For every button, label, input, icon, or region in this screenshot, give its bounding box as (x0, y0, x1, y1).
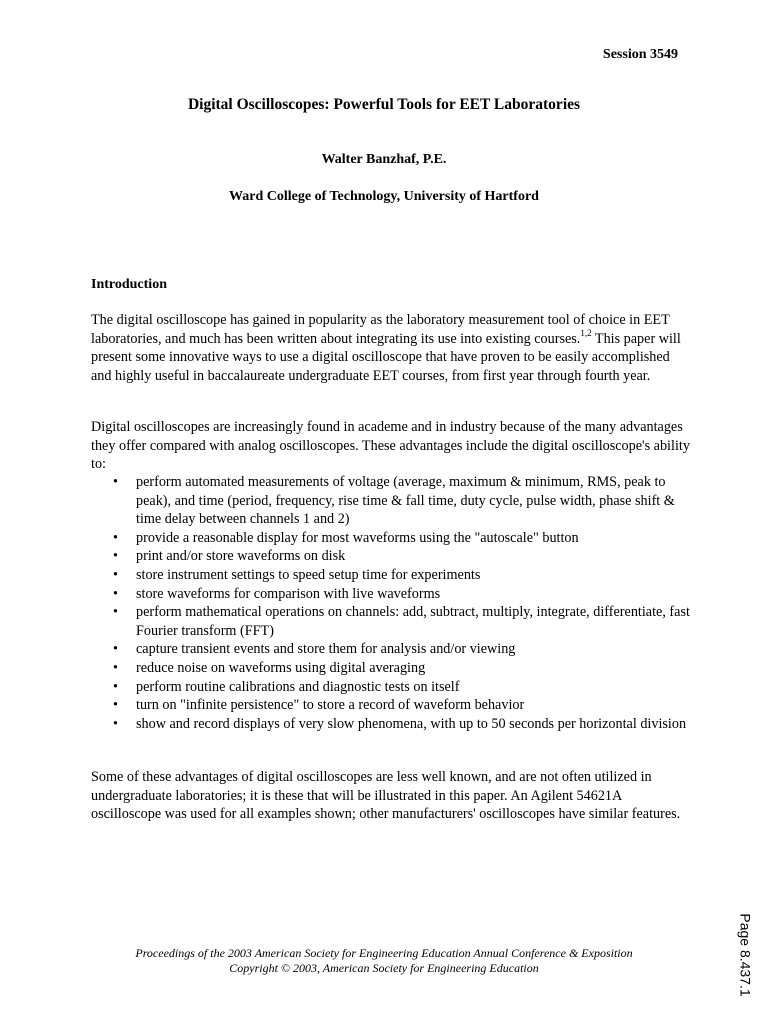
bullet-item (91, 473, 691, 529)
bullet-text: provide a reasonable display for most waveforms using the "autoscale" button (136, 529, 579, 546)
bullet-item (91, 696, 691, 715)
bullet-text: turn on "infinite persistence" to store a record of waveform behavior (136, 697, 525, 714)
bullet-text: perform routine calibrations and diagnostic tests on itself (136, 678, 460, 695)
proceedings-footer (0, 946, 768, 976)
bullet-text: reduce noise on waveforms using digital averaging (136, 659, 426, 676)
intro-paragraph-2: Digital oscilloscopes are increasingly found in academe and in industry because of the many advantages they offer compared with analog oscilloscopes. These advantages include the digital oscilloscope's ability to: (91, 419, 690, 473)
bullet-item (91, 640, 691, 659)
bullet-text: show and record displays of very slow phenomena, with up to 50 seconds per horizontal division (136, 715, 687, 732)
bullet-text: perform mathematical operations on channels: add, subtract, multiply, integrate, differentiate, fast Fourier transform (FFT) (136, 604, 690, 639)
bullet-item (91, 659, 691, 678)
bullet-icon: • (113, 697, 118, 714)
bullet-item (91, 529, 691, 548)
bullet-text: print and/or store waveforms on disk (136, 548, 346, 565)
bullet-icon: • (113, 474, 118, 490)
bullet-icon: • (113, 659, 118, 676)
bullet-icon: • (113, 715, 118, 732)
session-number: Session 3549 (602, 47, 678, 62)
bullet-icon: • (113, 529, 118, 546)
intro-paragraph-1 (91, 311, 691, 385)
bullet-text: store instrument settings to speed setup time for experiments (136, 566, 481, 583)
bullet-icon: • (113, 548, 118, 565)
bullet-icon: • (113, 604, 118, 621)
advantages-bullet-list (91, 473, 691, 733)
bullet-text: capture transient events and store them for analysis and/or viewing (136, 641, 516, 658)
bullet-item (91, 566, 691, 585)
bullet-text: perform automated measurements of voltage (average, maximum & minimum, RMS, peak to peak), and time (period, frequency, rise time & fall time, duty cycle, pulse width, phase shift & time delay between channels 1 and 2) (136, 474, 675, 528)
bullet-item (91, 678, 691, 697)
page-number: Page 8.437.1 (737, 913, 754, 997)
paragraph-text: The digital oscilloscope has gained in popularity as the laboratory measurement tool of choice in EET laboratories, and much has been written about integrating its use into existing courses. (91, 312, 670, 347)
paper-title: Digital Oscilloscopes: Powerful Tools for EET Laboratories (187, 96, 581, 113)
footer-proceedings-line: Proceedings of the 2003 American Society for Engineering Education Annual Conference & Exposition (135, 946, 633, 960)
author-affiliation: Ward College of Technology, University of Hartford (229, 189, 539, 204)
bullet-icon: • (113, 641, 118, 658)
bullet-item (91, 715, 691, 734)
section-heading-introduction: Introduction (91, 277, 167, 292)
footer-copyright-line: Copyright © 2003, American Society for Engineering Education (229, 961, 539, 975)
bullet-icon: • (113, 678, 118, 695)
bullet-text: store waveforms for comparison with live waveforms (136, 585, 441, 602)
bullet-icon: • (113, 585, 118, 602)
citation-superscript: 1,2 (580, 327, 592, 338)
bullet-item (91, 547, 691, 566)
bullet-item (91, 585, 691, 604)
paragraph-text-continued: This paper will present some innovative ways to use a digital oscilloscope that have proven to be easily accomplished and highly useful in baccalaureate undergraduate EET courses, from first year through fourth year. (91, 330, 681, 384)
author-name: Walter Banzhaf, P.E. (321, 152, 447, 167)
bullet-icon: • (113, 566, 118, 583)
bullet-item (91, 603, 691, 640)
intro-paragraph-3: Some of these advantages of digital oscilloscopes are less well known, and are not often utilized in undergraduate laboratories; it is these that will be illustrated in this paper. An Agilent 54621A oscilloscope was used for all examples shown; other manufacturers' oscilloscopes have similar features. (91, 769, 681, 823)
